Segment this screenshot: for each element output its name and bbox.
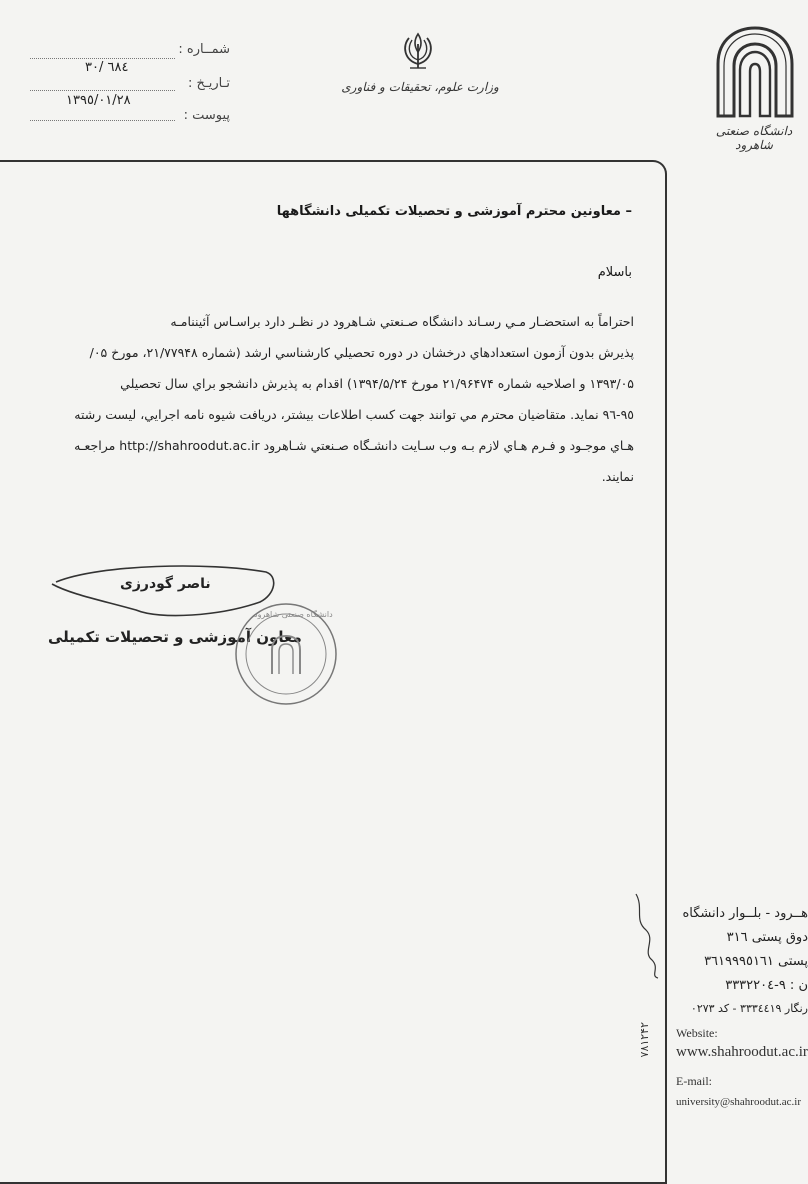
- paragraph-line: هـاي موجـود و فـرم هـاي لازم بـه وب سـايت دانشـگاه صـنعتي شـاهرود http://shahroodut.ac.ir مراجعـه: [74, 438, 634, 453]
- address-line: رنگار ۳۳۳٤٤۱۹ - کد ۰۲۷۳: [690, 1002, 808, 1015]
- signatory-name: ناصر گودرزی: [120, 576, 211, 592]
- email-link[interactable]: university@shahroodut.ac.ir: [676, 1096, 801, 1108]
- margin-scribble: [630, 890, 664, 980]
- paragraph-line: ۱۳۹۳/۰۵ و اصلاحيه شماره ۲۱/۹۶۴۷۴ مورخ ۱۳۹۴/۵/۲۴) اقدام به پذيرش دانشجو براي سال تحصيلي: [120, 376, 634, 391]
- website-link[interactable]: www.shahroodut.ac.ir: [676, 1044, 808, 1060]
- paragraph-line: ۹٥-۹٦ نمايد. متقاضيان محترم مي توانند جهت كسب اطلاعات بيشتر، دريافت شيوه نامه اجرايي، ليست رشته: [74, 407, 634, 422]
- date-label: تـاریـخ :: [188, 76, 230, 91]
- number-value: ۳۰/ ٦٨٤: [85, 60, 129, 75]
- ministry-name: وزارت علوم، تحقیقات و فناوری: [341, 80, 499, 94]
- address-line: دوق پستی ۳۱٦: [726, 930, 808, 945]
- letter-paragraph: [48, 306, 634, 492]
- number-dots: [30, 58, 175, 59]
- university-logo: [712, 24, 798, 120]
- address-line: ن : ۹-۳۳۳۲۲۰٤: [725, 978, 808, 993]
- paragraph-line: پذيرش بدون آزمون استعدادهاي درخشان در دوره تحصيلي كارشناسي ارشد (شماره ۲۱/۷۷۹۴۸، مورخ ۰۵/: [89, 345, 634, 360]
- address-line: هــرود - بلــوار دانشگاه: [682, 906, 808, 921]
- letter-recipient: – معاونین محترم آموزشی و تحصیلات تکمیلی دانشگاهها: [276, 204, 632, 219]
- email-label: E-mail:: [676, 1074, 712, 1088]
- signatory-title: معاون آموزشی و تحصیلات تکمیلی: [48, 628, 302, 646]
- stamp-text: دانشگاه صنعتی شاهرود: [254, 610, 333, 619]
- number-label: شمــاره :: [178, 42, 230, 57]
- margin-note: ۷۸۱۲۴۲: [638, 1022, 651, 1058]
- date-dots: [30, 90, 175, 91]
- date-value: ۱۳۹٥/۰۱/۲۸: [66, 93, 131, 108]
- attachment-dots: [30, 120, 175, 121]
- attachment-label: پیوست :: [183, 108, 230, 123]
- iran-emblem-icon: [396, 30, 440, 74]
- letter-greeting: باسلام: [597, 265, 632, 280]
- university-name: دانشگاه صنعتی شاهرود: [715, 124, 793, 152]
- address-line: پستی ۳٦۱۹۹۹٥۱٦۱: [704, 954, 808, 969]
- paragraph-line: نمايند.: [601, 469, 634, 484]
- paragraph-line: احتراماً به استحضـار مـي رسـاند دانشگاه صـنعتي شـاهرود در نظـر دارد براسـاس آئيننامـه: [170, 314, 634, 329]
- website-label: Website:: [676, 1026, 718, 1040]
